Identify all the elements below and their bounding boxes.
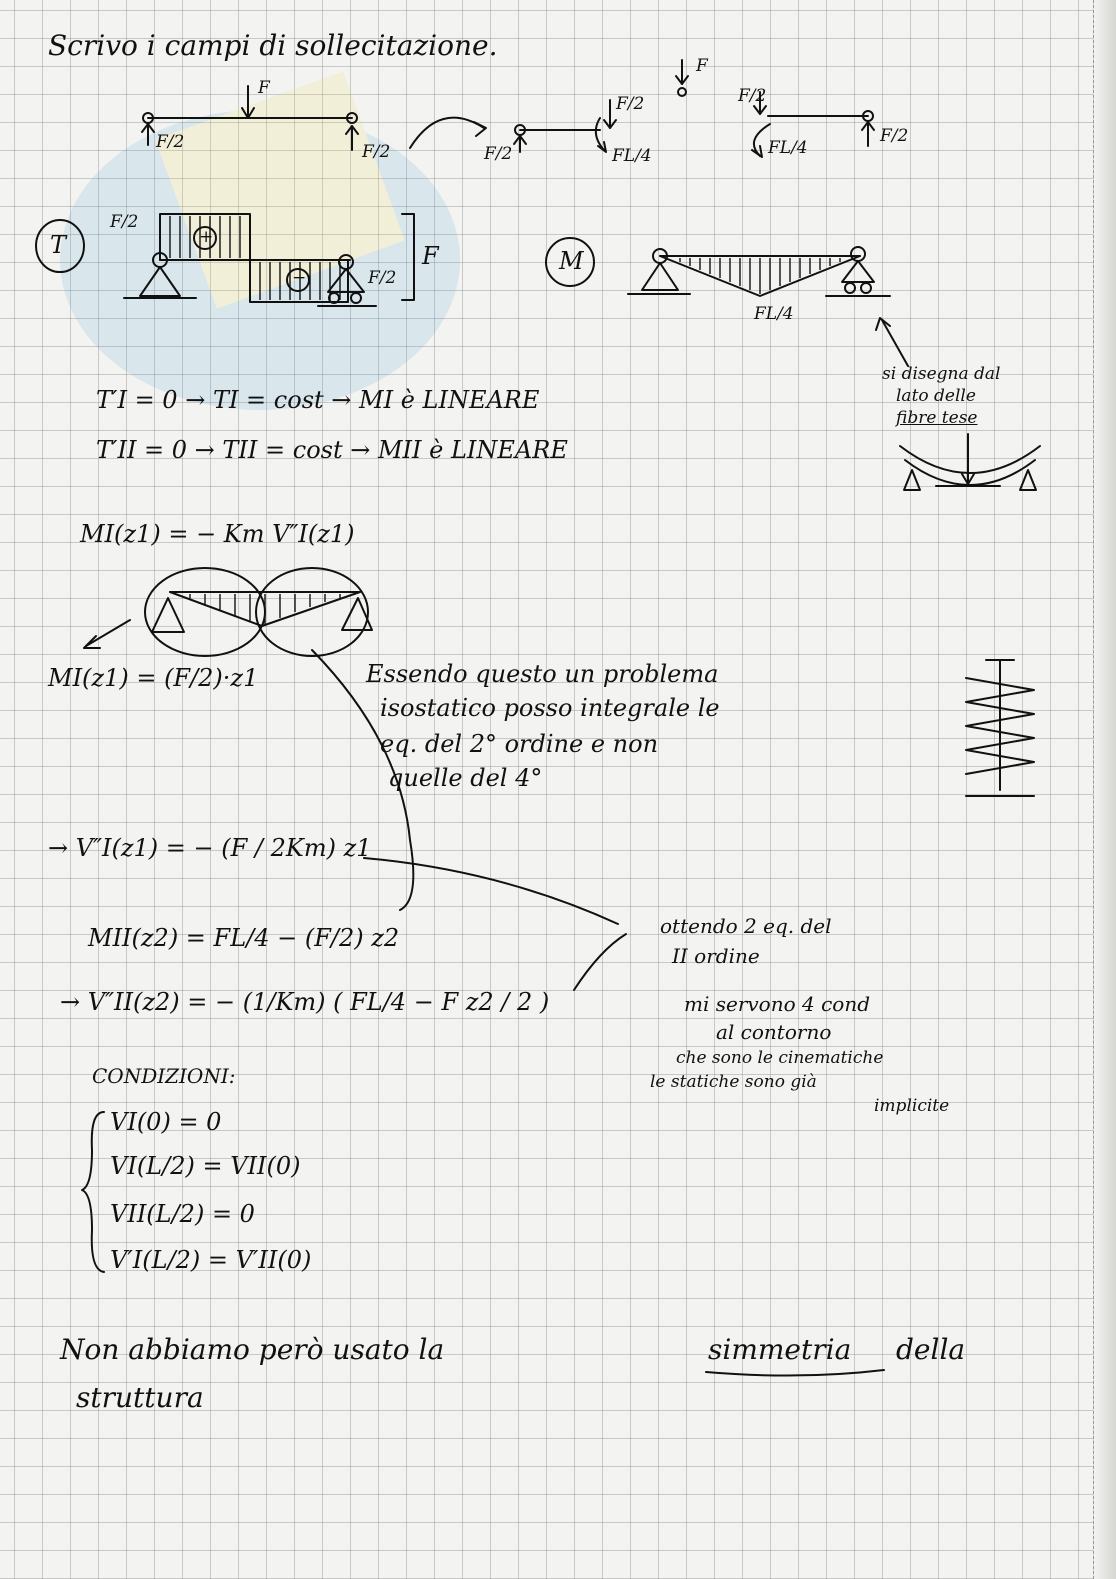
beam-diagram-left-half	[514, 100, 616, 152]
footer-line-2: struttura	[76, 1381, 204, 1414]
shear-minus-sign: −	[292, 268, 307, 288]
beam-diagram-full	[142, 86, 486, 150]
note-order-7: implicite	[874, 1096, 950, 1116]
note-order-3: mi servono 4 cond	[684, 992, 871, 1016]
hinge-point	[676, 60, 688, 96]
note-isostatic-4: quelle del 4°	[388, 764, 543, 792]
equation-deflection-I: → V″I(z1) = − (F / 2Km) z1	[48, 834, 372, 862]
equation-moment-II: MII(z2) = FL/4 − (F/2) z2	[88, 924, 400, 952]
force-label-hinge: F	[696, 56, 708, 76]
fiber-note-1: si disegna dal	[882, 364, 1001, 384]
footer-symmetry-word: simmetria	[708, 1333, 852, 1366]
equation-shear-I: T′I = 0 → TI = cost → MI è LINEARE	[96, 386, 540, 414]
fiber-note-2: lato delle	[896, 386, 976, 406]
note-order-6: le statiche sono già	[650, 1072, 817, 1092]
condition-3: VII(L/2) = 0	[110, 1200, 255, 1228]
conditions-title: CONDIZIONI:	[92, 1064, 236, 1088]
shear-diagram	[36, 214, 414, 306]
equation-moment-I: MI(z1) = (F/2)·z1	[48, 664, 259, 692]
simmetria-underline	[706, 1370, 884, 1376]
equation-deflection-II: → V″II(z2) = − (1/Km) ( FL/4 − F z2 / 2 )	[60, 988, 550, 1016]
half-force-label: F/2	[616, 94, 645, 114]
note-isostatic-3: eq. del 2° ordine e non	[380, 730, 659, 758]
conditions-brace	[82, 1112, 104, 1272]
half-force-label-right: F/2	[738, 86, 767, 106]
moment-symbol: M	[559, 247, 584, 275]
shear-symbol: T	[50, 231, 67, 259]
moment-diagram	[546, 238, 908, 366]
page-title: Scrivo i campi di sollecitazione.	[48, 29, 498, 62]
note-order-4: al contorno	[716, 1020, 832, 1044]
condition-1: VI(0) = 0	[110, 1108, 222, 1136]
connector-lines	[364, 858, 626, 990]
fiber-note-3: fibre tese	[896, 408, 978, 428]
equation-shear-II: T′II = 0 → TII = cost → MII è LINEARE	[96, 436, 568, 464]
condition-2: VI(L/2) = VII(0)	[110, 1152, 301, 1180]
equation-moment-curvature: MI(z1) = − Km V″I(z1)	[80, 520, 355, 548]
moment-label-right: FL/4	[768, 138, 808, 158]
shear-jump-label: F	[422, 242, 439, 270]
note-order-5: che sono le cinematiche	[676, 1048, 884, 1068]
moment-label-left: FL/4	[612, 146, 652, 166]
footer-line-1c: della	[896, 1333, 966, 1366]
moment-peak-label: FL/4	[754, 304, 794, 324]
footer-line-1a: Non abbiamo però usato la	[60, 1333, 445, 1366]
condition-4: V′I(L/2) = V′II(0)	[110, 1246, 312, 1274]
note-isostatic-2: isostatico posso integrale le	[380, 694, 720, 722]
shear-plus-sign: +	[199, 227, 214, 247]
force-label-1: F	[258, 78, 270, 98]
reaction-label-far-right: F/2	[880, 126, 909, 146]
reaction-label-left: F/2	[156, 132, 185, 152]
note-order-1: ottendo 2 eq. del	[660, 914, 832, 938]
tension-fiber-sketch	[900, 434, 1040, 490]
note-order-2: II ordine	[672, 944, 760, 968]
note-isostatic-1: Essendo questo un problema	[366, 660, 719, 688]
shear-value-top: F/2	[110, 212, 139, 232]
shear-value-bottom: F/2	[368, 268, 397, 288]
spring-sketch	[966, 660, 1034, 796]
reaction-label-right: F/2	[362, 142, 391, 162]
reaction-label-mid: F/2	[484, 144, 513, 164]
